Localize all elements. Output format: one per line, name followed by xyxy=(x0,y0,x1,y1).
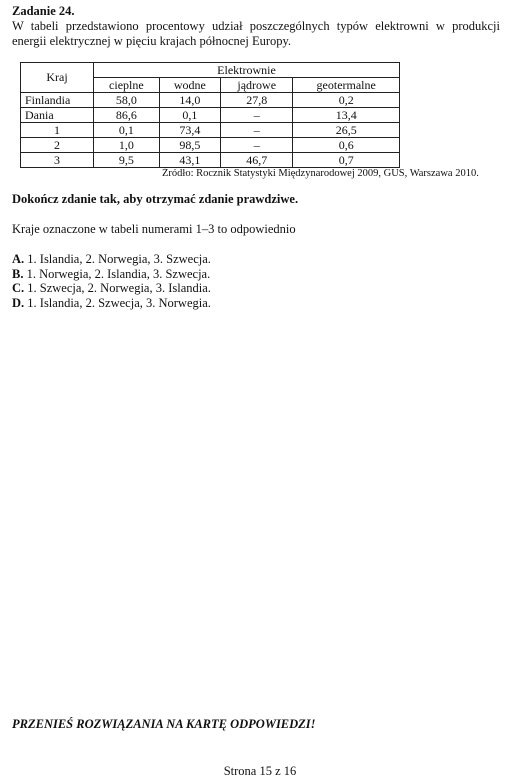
table-cell: 58,0 xyxy=(94,93,160,108)
table-row xyxy=(21,153,400,168)
table-cell: – xyxy=(221,138,293,153)
table-cell: – xyxy=(221,123,293,138)
transfer-answers-note: PRZENIEŚ ROZWIĄZANIA NA KARTĘ ODPOWIEDZI! xyxy=(12,717,316,731)
answer-options xyxy=(12,252,211,310)
table-cell: 14,0 xyxy=(159,93,220,108)
table-cell: 0,1 xyxy=(159,108,220,123)
page-number: Strona 15 z 16 xyxy=(223,764,297,778)
table-cell: 26,5 xyxy=(293,123,400,138)
option-letter: D. xyxy=(12,295,25,310)
table-cell: 86,6 xyxy=(94,108,160,123)
option-text: 1. Islandia, 2. Szwecja, 3. Norwegia. xyxy=(27,295,211,310)
table-row xyxy=(21,93,400,108)
task-title: Zadanie 24. xyxy=(12,4,75,18)
power-plants-table-wrap xyxy=(20,62,400,168)
answer-option-b[interactable] xyxy=(12,267,211,282)
question-stem: Kraje oznaczone w tabeli numerami 1–3 to odpowiednio xyxy=(12,222,296,236)
table-cell: 1,0 xyxy=(94,138,160,153)
table-cell: 0,2 xyxy=(293,93,400,108)
row-country: Finlandia xyxy=(21,93,94,108)
header-country: Kraj xyxy=(21,63,94,93)
table-cell: 0,1 xyxy=(94,123,160,138)
option-letter: A. xyxy=(12,252,25,266)
question-instruction: Dokończ zdanie tak, aby otrzymać zdanie prawdziwe. xyxy=(12,192,299,206)
table-cell: 98,5 xyxy=(159,138,220,153)
table-cell: 13,4 xyxy=(293,108,400,123)
table-row xyxy=(21,123,400,138)
task-intro: W tabeli przedstawiono procentowy udział poszczególnych typów elektrowni w produkcji energii elektrycznej w pięciu krajach północnej Europy. xyxy=(12,19,500,48)
header-group-power-plants: Elektrownie xyxy=(94,63,400,78)
table-cell: 73,4 xyxy=(159,123,220,138)
answer-option-d[interactable] xyxy=(12,296,211,311)
option-text: 1. Szwecja, 2. Norwegia, 3. Islandia. xyxy=(27,281,211,295)
exam-page xyxy=(12,4,500,731)
answer-option-a[interactable] xyxy=(12,252,211,267)
option-letter: C. xyxy=(12,281,25,295)
power-plants-table xyxy=(20,62,400,168)
table-header-row-1 xyxy=(21,63,400,78)
table-row xyxy=(21,108,400,123)
option-text: 1. Islandia, 2. Norwegia, 3. Szwecja. xyxy=(27,252,211,266)
row-country: Dania xyxy=(21,108,94,123)
table-source-note: Źródło: Rocznik Statystyki Międzynarodowej 2009, GUS, Warszawa 2010. xyxy=(162,168,479,179)
table-cell: 27,8 xyxy=(221,93,293,108)
option-letter: B. xyxy=(12,266,24,281)
answer-option-c[interactable] xyxy=(12,281,211,296)
table-cell: – xyxy=(221,108,293,123)
header-geothermal: geotermalne xyxy=(293,78,400,93)
header-thermal: cieplne xyxy=(94,78,160,93)
table-cell: 46,7 xyxy=(221,153,293,168)
table-row xyxy=(21,138,400,153)
table-cell: 0,6 xyxy=(293,138,400,153)
table-cell: 9,5 xyxy=(94,153,160,168)
row-country: 2 xyxy=(21,138,94,153)
row-country: 1 xyxy=(21,123,94,138)
header-hydro: wodne xyxy=(159,78,220,93)
table-cell: 43,1 xyxy=(159,153,220,168)
table-cell: 0,7 xyxy=(293,153,400,168)
option-text: 1. Norwegia, 2. Islandia, 3. Szwecja. xyxy=(26,266,211,281)
header-nuclear: jądrowe xyxy=(221,78,293,93)
row-country: 3 xyxy=(21,153,94,168)
